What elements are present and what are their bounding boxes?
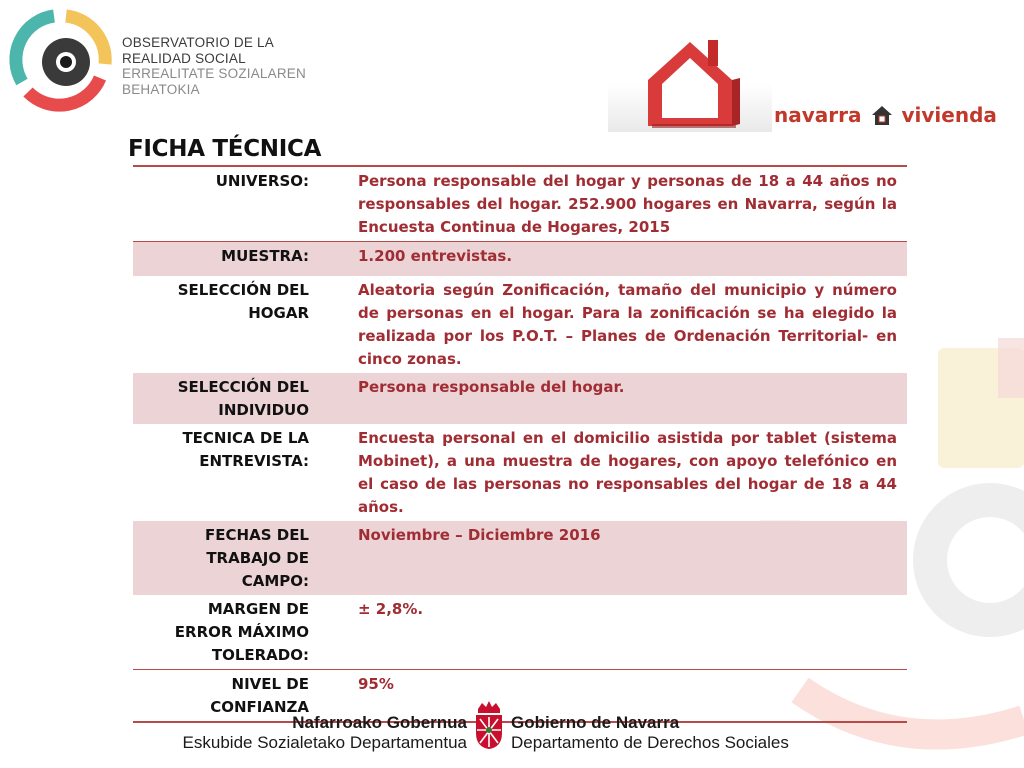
footer-left-line-2: Eskubide Sozialetako Departamentua xyxy=(182,733,467,752)
house-icon xyxy=(870,103,894,127)
row-value: Persona responsable del hogar. xyxy=(358,378,625,396)
table-row-tecnica-entrevista xyxy=(133,424,907,521)
table-row-universo xyxy=(133,167,907,241)
observatorio-logo-icon xyxy=(8,8,112,112)
row-label: FECHAS DEL TRABAJO DE CAMPO: xyxy=(205,526,309,590)
observatorio-name xyxy=(122,35,306,97)
footer-spanish-department xyxy=(511,713,789,753)
row-value: 95% xyxy=(358,675,394,693)
footer-right-line-1: Gobierno de Navarra xyxy=(511,713,680,732)
row-label: UNIVERSO: xyxy=(215,172,309,190)
row-label: TECNICA DE LA ENTREVISTA: xyxy=(182,429,309,470)
page-title: FICHA TÉCNICA xyxy=(128,136,322,162)
observatorio-line-4: BEHATOKIA xyxy=(122,81,200,97)
row-value: 1.200 entrevistas. xyxy=(358,247,513,265)
red-house-image xyxy=(608,34,772,132)
navarra-vivienda-brand xyxy=(774,101,997,129)
row-value: Encuesta personal en el domicilio asistida por tablet (sistema Mobinet), a una muestra de hogares, con apoyo telefónico en el caso de las personas no responsables del hogar de 18 a 44 años. xyxy=(358,429,897,516)
table-row-muestra xyxy=(133,241,907,276)
row-value: Aleatoria según Zonificación, tamaño del municipio y número de personas en el hogar. Para la zonificación se ha elegido la realizada por los P.O.T. – Planes de Ordenación Territorial- en cinco zonas. xyxy=(358,281,897,368)
navarra-coat-of-arms-icon xyxy=(472,699,506,751)
ficha-tecnica-table xyxy=(133,165,907,723)
row-value: ± 2,8%. xyxy=(358,600,424,618)
row-label: SELECCIÓN DEL INDIVIDUO xyxy=(177,378,309,419)
row-value: Noviembre – Diciembre 2016 xyxy=(358,526,601,544)
row-label: MUESTRA: xyxy=(221,247,309,265)
brand-word-vivienda: vivienda xyxy=(901,103,997,127)
table-row-seleccion-individuo xyxy=(133,373,907,424)
observatorio-line-3: ERREALITATE SOZIALAREN xyxy=(122,66,306,81)
table-row-seleccion-hogar xyxy=(133,276,907,373)
observatorio-line-1: OBSERVATORIO DE LA xyxy=(122,35,274,50)
observatorio-line-2: REALIDAD SOCIAL xyxy=(122,50,246,66)
footer-right-line-2: Departamento de Derechos Sociales xyxy=(511,733,789,752)
brand-word-navarra: navarra xyxy=(774,103,862,127)
row-label: MARGEN DE ERROR MÁXIMO TOLERADO: xyxy=(174,600,309,664)
table-row-margen-error xyxy=(133,595,907,669)
table-row-fechas-trabajo-campo xyxy=(133,521,907,595)
footer-basque-department xyxy=(183,713,467,753)
row-value: Persona responsable del hogar y personas de 18 a 44 años no responsables del hogar. 252.900 hogares en Navarra, según la Encuesta Continua de Hogares, 2015 xyxy=(358,172,897,236)
footer-left-line-1: Nafarroako Gobernua xyxy=(292,713,467,732)
row-label: SELECCIÓN DEL HOGAR xyxy=(177,281,309,322)
row-label: NIVEL DE CONFIANZA xyxy=(210,675,309,716)
